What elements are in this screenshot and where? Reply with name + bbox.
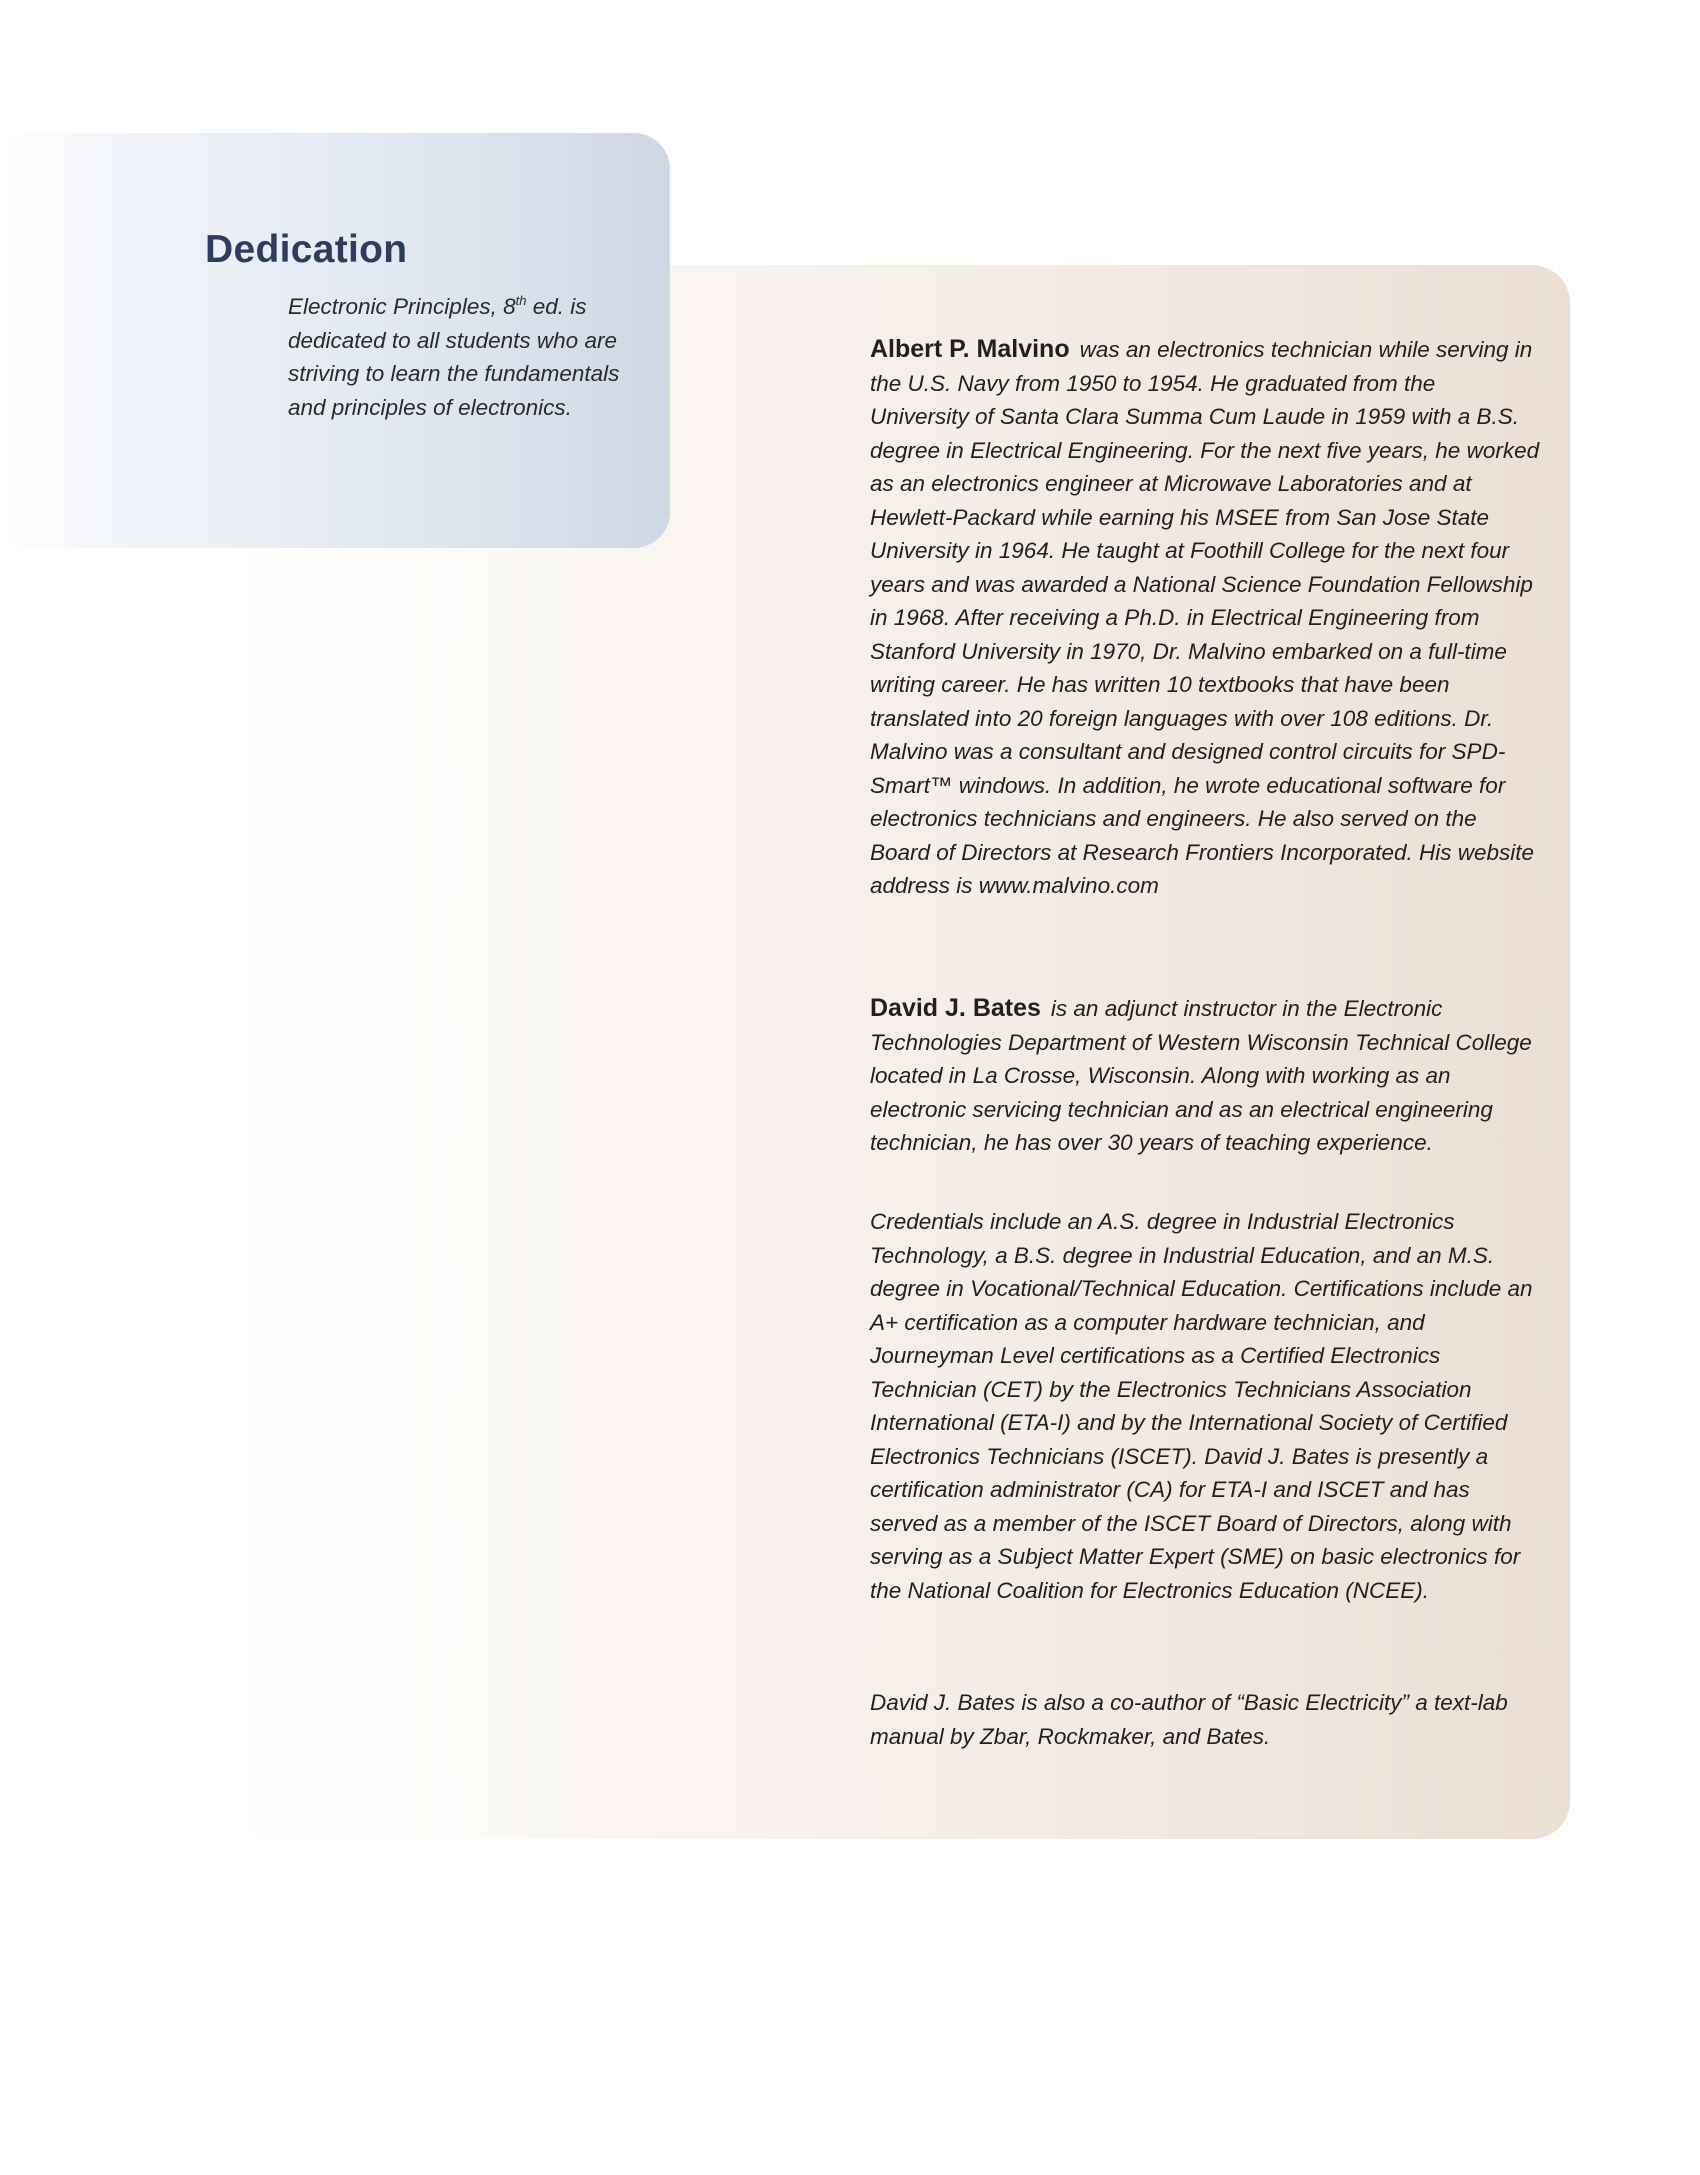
dedication-heading: Dedication — [205, 228, 408, 271]
author-bio-text: is an adjunct instructor in the Electronic Technologies Department of Western Wisconsin Technical College located in La Crosse, Wisconsin. Along with working as an electronic servicing technician and as an electrical engineering technician, he has over 30 years of teaching experience. — [870, 996, 1532, 1155]
bates-credentials: Credentials include an A.S. degree in Industrial Electronics Technology, a B.S. degree in Industrial Education, and an M.S. degree in Vocational/Technical Education. Certifications include an A+ certification as a computer hardware technician, and Journeyman Level certifications as a Certified Electronics Technician (CET) by the Electronics Technicians Association International (ETA-I) and by the International Society of Certified Electronics Technicians (ISCET). David J. Bates is presently a certification administrator (CA) for ETA-I and ISCET and has served as a member of the ISCET Board of Directors, along with serving as a Subject Matter Expert (SME) on basic electronics for the National Coalition for Electronics Education (NCEE). — [870, 1209, 1533, 1603]
bates-coauthor-note: David J. Bates is also a co-author of “Basic Electricity” a text-lab manual by Zbar, Rockmaker, and Bates. — [870, 1690, 1508, 1749]
bates-bio — [870, 992, 1540, 1160]
ordinal-suffix: th — [515, 293, 527, 308]
dedication-text-part-1: Electronic Principles, 8 — [288, 294, 516, 319]
dedication-text-part-2: ed. is dedicated to all students who are striving to learn the fundamentals and principles of electronics. — [288, 294, 620, 420]
malvino-bio — [870, 333, 1540, 903]
dedication-text — [288, 290, 648, 424]
author-name: Albert P. Malvino — [870, 335, 1070, 363]
author-name: David J. Bates — [870, 994, 1041, 1022]
author-bio-text: was an electronics technician while serving in the U.S. Navy from 1950 to 1954. He graduated from the University of Santa Clara Summa Cum Laude in 1959 with a B.S. degree in Electrical Engineering. For the next five years, he worked as an electronics engineer at Microwave Laboratories and at Hewlett-Packard while earning his MSEE from San Jose State University in 1964. He taught at Foothill College for the next four years and was awarded a National Science Foundation Fellowship in 1968. After receiving a Ph.D. in Electrical Engineering from Stanford University in 1970, Dr. Malvino embarked on a full-time writing career. He has written 10 textbooks that have been translated into 20 foreign languages with over 108 editions. Dr. Malvino was a consultant and designed control circuits for SPD-Smart™ windows. In addition, he wrote educational software for electronics technicians and engineers. He also served on the Board of Directors at Research Frontiers Incorporated. His website address is www.malvino.com — [870, 337, 1540, 898]
